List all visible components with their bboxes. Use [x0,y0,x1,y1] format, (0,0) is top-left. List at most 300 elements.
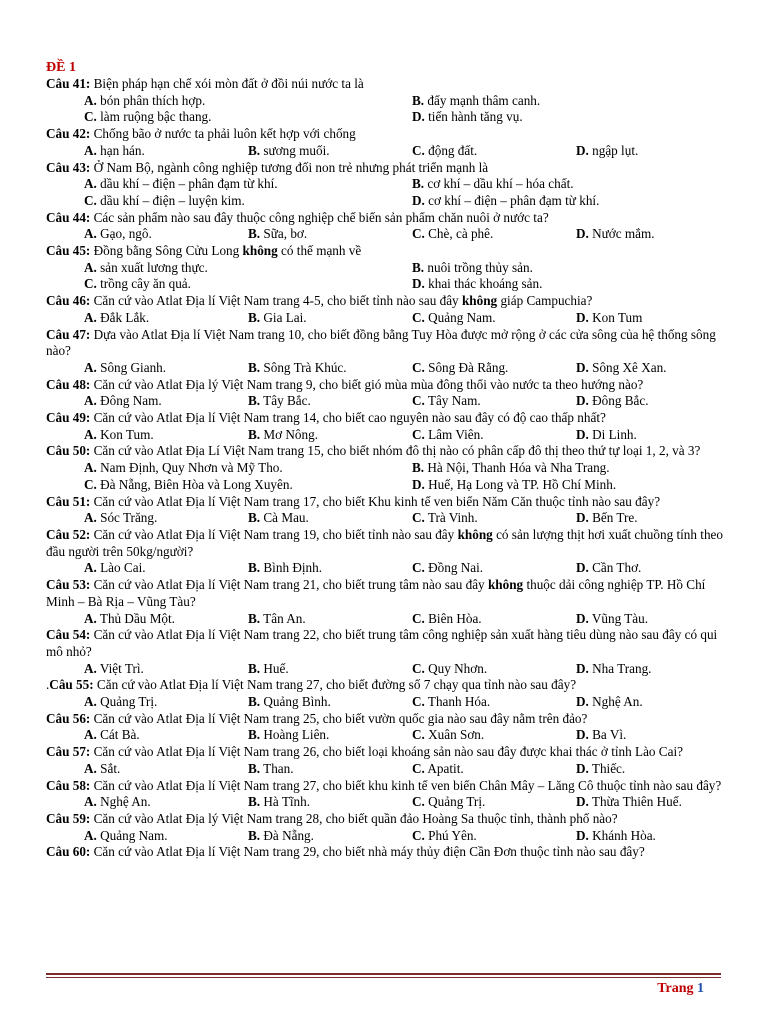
answer-option-a [84,661,248,678]
option-text: Đắk Lắk. [100,309,150,325]
answer-options [46,794,726,811]
option-text: Quảng Bình. [263,694,331,710]
option-letter: A. [84,827,97,843]
option-text: Sông Xê Xan. [592,359,667,375]
option-letter: D. [576,760,589,776]
answer-option-a [84,143,248,160]
answer-option-c [84,109,412,126]
option-text: Nghệ An. [592,694,643,710]
option-letter: B. [248,560,261,576]
question-number: Câu 45: [46,243,91,259]
option-letter: A. [84,359,97,375]
footer-divider-thin [46,977,721,978]
answer-option-d [576,427,716,444]
answer-option-c [412,310,576,327]
option-text: khai thác khoáng sản. [428,276,543,292]
answer-option-d [412,477,742,494]
question-41 [46,76,726,93]
option-letter: D. [412,476,425,492]
option-text: Lào Cai. [100,560,146,576]
option-text: Kon Tum [592,309,643,325]
answer-options [46,611,726,628]
answer-option-d [576,310,716,327]
answer-option-c [412,393,576,410]
answer-option-c [412,427,576,444]
option-text: Thủ Dầu Một. [99,610,175,626]
option-letter: B. [248,393,261,409]
answer-option-a [84,226,248,243]
answer-options [46,761,726,778]
option-letter: B. [248,226,261,242]
option-text: Huế, Hạ Long và TP. Hồ Chí Minh. [428,476,617,492]
answer-option-c [412,360,576,377]
option-letter: C. [412,610,425,626]
question-54 [46,627,726,660]
question-text: Căn cứ vào Atlat Địa lí Việt Nam trang 29, cho biết nhà máy thủy điện Cần Đơn thuộc tỉnh nào sau đây? [93,844,645,860]
answer-option-d [576,560,716,577]
question-emphasis: không [461,293,498,309]
option-letter: D. [576,142,589,158]
option-text: Sóc Trăng. [100,510,158,526]
answer-option-c [412,828,576,845]
question-number: Câu 60: [46,844,91,860]
option-text: Quảng Trị. [100,694,158,710]
option-letter: A. [84,660,97,676]
answer-option-b [248,727,412,744]
option-letter: C. [412,560,425,576]
option-letter: D. [576,393,589,409]
answer-option-b [248,661,412,678]
answer-option-b [248,510,412,527]
answer-option-b [248,310,412,327]
answer-options [46,560,726,577]
option-letter: D. [576,827,589,843]
option-text: Biên Hòa. [428,610,482,626]
answer-options [46,460,726,493]
answer-option-a [84,360,248,377]
option-text: Nước mắm. [592,226,655,242]
option-letter: C. [412,827,425,843]
question-59 [46,811,726,828]
answer-option-b [248,226,412,243]
option-letter: D. [412,276,425,292]
option-letter: A. [84,259,97,275]
footer-divider-thick [46,973,721,975]
option-letter: A. [84,393,97,409]
answer-option-a [84,427,248,444]
option-text: Lâm Viên. [428,426,484,442]
question-emphasis: không [242,243,278,259]
question-text: Căn cứ vào Atlat Địa lí Việt Nam trang 17, cho biết Khu kinh tế ven biển Năm Căn thuộc tỉnh nào sau đây? [93,493,661,509]
question-57 [46,744,726,761]
page-footer [657,981,704,997]
answer-option-c [84,477,412,494]
option-letter: D. [576,560,589,576]
question-text-part: Căn cứ vào Atlat Địa lí Việt Nam trang 4-5, cho biết tỉnh nào sau đây [93,293,462,309]
answer-option-a [84,828,248,845]
option-letter: D. [576,359,589,375]
option-letter: B. [248,510,261,526]
answer-option-d [576,611,716,628]
answer-options [46,694,726,711]
answer-option-c [412,694,576,711]
option-text: Apatit. [427,760,464,776]
option-letter: C. [84,276,97,292]
option-text: Tây Bắc. [263,393,311,409]
question-number: Câu 57: [46,744,91,760]
option-letter: D. [412,109,425,125]
question-text-part: Đồng bằng Sông Cửu Long [93,243,243,259]
question-number: Câu 51: [46,493,91,509]
option-letter: B. [412,460,425,476]
question-number: Câu 43: [46,159,91,175]
option-letter: A. [84,510,97,526]
answer-option-b [412,460,742,477]
answer-option-a [84,393,248,410]
option-text: Nha Trang. [592,660,652,676]
option-letter: A. [84,560,97,576]
answer-option-b [248,828,412,845]
answer-option-b [248,560,412,577]
option-text: Quảng Nam. [100,827,168,843]
option-text: Nam Định, Quy Nhơn và Mỹ Tho. [100,460,283,476]
answer-option-d [576,828,716,845]
footer-label: Trang [657,981,694,996]
question-text-part: giáp Campuchia? [497,293,593,309]
option-text: Khánh Hòa. [592,827,656,843]
option-text: động đất. [428,142,478,158]
question-text: Căn cứ vào Atlat Địa lí Việt Nam trang 26, cho biết loại khoáng sản nào sau đây được khai thác ở tỉnh Lào Cai? [93,744,683,760]
option-text: Việt Trì. [99,660,144,676]
answer-option-a [84,260,412,277]
option-letter: C. [412,359,425,375]
option-letter: D. [412,192,425,208]
answer-option-c [412,794,576,811]
question-50 [46,443,726,460]
option-letter: C. [412,694,425,710]
question-number: Câu 54: [46,627,91,643]
option-text: Tân An. [263,610,306,626]
option-letter: A. [84,92,97,108]
question-text: Căn cứ vào Atlat Địa lí Việt Nam trang 22, cho biết trung tâm công nghiệp sản xuất hàng tiêu dùng nào sau đây có qui mô nhỏ? [46,627,718,659]
option-letter: C. [412,426,425,442]
option-letter: B. [412,259,425,275]
question-text-part: có thế mạnh về [277,243,362,259]
answer-options [46,427,726,444]
option-text: Đồng Nai. [428,560,484,576]
option-text: Ba Vì. [592,727,627,743]
question-text: Căn cứ vào Atlat Địa Lí Việt Nam trang 15, cho biết nhóm đô thị nào có phân cấp đô thị theo thứ tự loại 1, 2, và 3? [93,443,701,459]
answer-option-d [576,661,716,678]
option-text: Tây Nam. [427,393,481,409]
option-letter: B. [248,610,261,626]
answer-option-c [412,226,576,243]
question-52 [46,527,726,560]
option-text: cơ khí – điện – phân đạm từ khí. [428,192,600,208]
question-text-part: thuộc dải công nghiệp TP. Hồ Chí Minh – Bà Rịa – Vũng Tàu? [46,577,706,609]
option-text: đẩy mạnh thâm canh. [427,92,541,108]
option-text: Quảng Nam. [428,309,496,325]
question-45 [46,243,726,260]
answer-option-a [84,694,248,711]
option-letter: C. [84,476,97,492]
option-text: Gia Lai. [263,309,307,325]
option-text: Quảng Trị. [428,794,486,810]
option-letter: B. [248,359,261,375]
answer-option-d [576,727,716,744]
option-text: Cần Thơ. [592,560,642,576]
option-text: Đông Bắc. [592,393,649,409]
answer-options [46,727,726,744]
option-letter: B. [248,760,261,776]
option-text: Sông Gianh. [100,359,167,375]
answer-option-a [84,310,248,327]
option-letter: D. [576,309,589,325]
answer-option-a [84,611,248,628]
option-text: Hà Nội, Thanh Hóa và Nha Trang. [427,460,610,476]
answer-option-d [576,226,716,243]
question-number: Câu 55: [49,677,94,693]
option-letter: B. [248,142,261,158]
option-letter: A. [84,760,97,776]
option-letter: A. [84,794,97,810]
option-letter: D. [576,660,589,676]
answer-option-b [248,393,412,410]
answer-option-a [84,460,412,477]
option-text: Di Linh. [592,426,637,442]
option-letter: C. [412,794,425,810]
question-42 [46,126,726,143]
answer-option-a [84,727,248,744]
option-letter: A. [84,694,97,710]
question-58 [46,778,726,795]
answer-option-d [576,393,716,410]
question-number: Câu 50: [46,443,91,459]
question-60 [46,844,726,861]
option-letter: A. [84,142,97,158]
option-letter: B. [248,426,261,442]
answer-option-b [248,143,412,160]
option-text: Cát Bà. [100,727,140,743]
option-text: Cà Mau. [263,510,309,526]
question-list [46,76,726,861]
answer-option-d [412,193,742,210]
question-text: Căn cứ vào Atlat Địa lí Việt Nam trang 14, cho biết cao nguyên nào sau đây có độ cao thấp nhất? [93,410,606,426]
answer-option-c [412,143,576,160]
option-text: Sữa, bơ. [263,226,308,242]
answer-option-c [412,761,576,778]
option-text: Hoàng Liên. [263,727,330,743]
answer-option-b [248,427,412,444]
question-53 [46,577,726,610]
exam-title: ĐỀ 1 [46,60,76,75]
answer-option-c [412,510,576,527]
answer-option-a [84,761,248,778]
option-text: nuôi trồng thủy sản. [427,259,533,275]
option-letter: A. [84,610,97,626]
question-44 [46,210,726,227]
question-text-part: Căn cứ vào Atlat Địa lí Việt Nam trang 19, cho biết tỉnh nào sau đây [93,526,458,542]
question-text: Căn cứ vào Atlat Địa lí Việt Nam trang 27, cho biết đường số 7 chạy qua tỉnh nào sau đây? [96,677,577,693]
option-letter: C. [84,109,97,125]
question-number: Câu 49: [46,410,91,426]
option-letter: A. [84,176,97,192]
option-text: Than. [263,760,294,776]
question-51 [46,494,726,511]
answer-option-c [412,560,576,577]
option-letter: B. [248,694,261,710]
answer-option-b [412,93,742,110]
answer-option-b [248,761,412,778]
question-text: Căn cứ vào Atlat Địa lý Việt Nam trang 9, cho biết gió mùa mùa đông thổi vào nước ta theo hướng nào? [93,376,644,392]
answer-option-b [248,611,412,628]
option-text: Sông Trà Khúc. [263,359,347,375]
question-number: Câu 48: [46,376,91,392]
question-number: Câu 47: [46,326,91,342]
option-text: Chè, cà phê. [428,226,494,242]
option-text: Phú Yên. [428,827,477,843]
answer-options [46,393,726,410]
question-number: Câu 44: [46,209,91,225]
option-letter: B. [248,727,261,743]
answer-option-c [412,611,576,628]
option-text: Trà Vinh. [427,510,478,526]
option-text: Đông Nam. [100,393,162,409]
option-text: Xuân Sơn. [428,727,485,743]
answer-option-d [576,360,716,377]
option-text: cơ khí – dầu khí – hóa chất. [427,176,574,192]
answer-option-b [248,794,412,811]
answer-option-a [84,93,412,110]
answer-option-b [412,260,742,277]
option-letter: C. [412,309,425,325]
option-letter: B. [248,794,261,810]
question-text: Biện pháp hạn chế xói mòn đất ở đồi núi nước ta là [93,76,364,91]
answer-options [46,143,726,160]
answer-option-a [84,510,248,527]
option-letter: C. [412,727,425,743]
answer-option-a [84,794,248,811]
option-letter: C. [412,393,425,409]
option-text: Thiếc. [591,760,626,776]
question-number: Câu 59: [46,810,91,826]
option-text: sương muối. [263,142,330,158]
question-text: Căn cứ vào Atlat Địa lý Việt Nam trang 28, cho biết quần đảo Hoàng Sa thuộc tỉnh, thành phố nào? [93,810,618,826]
question-text: Căn cứ vào Atlat Địa lí Việt Nam trang 27, cho biết khu kinh tế ven biển Chân Mây – Lăng Cô thuộc tỉnh nào sau đây? [93,777,722,793]
answer-option-d [412,109,742,126]
option-text: Bình Định. [263,560,323,576]
question-number: Câu 58: [46,777,91,793]
question-48 [46,377,726,394]
option-text: Đà Nẵng. [263,827,314,843]
question-emphasis: không [487,577,524,593]
answer-option-c [84,193,412,210]
exam-sheet [46,59,726,861]
answer-option-a [84,560,248,577]
answer-options [46,510,726,527]
option-letter: B. [248,827,261,843]
option-letter: C. [84,192,97,208]
answer-option-b [248,360,412,377]
question-emphasis: không [457,526,493,542]
question-text: Các sản phẩm nào sau đây thuộc công nghiệp chế biến sản phẩm chăn nuôi ở nước ta? [93,209,549,225]
option-text: dầu khí – điện – phân đạm từ khí. [100,176,278,192]
answer-options [46,360,726,377]
question-text-part: Căn cứ vào Atlat Địa lí Việt Nam trang 21, cho biết trung tâm nào sau đây [93,577,488,593]
question-text: Chống bão ở nước ta phải luôn kết hợp với chống [93,126,356,142]
option-letter: A. [84,309,97,325]
answer-option-d [576,143,716,160]
option-letter: A. [84,226,97,242]
option-letter: D. [576,794,589,810]
answer-option-d [576,694,716,711]
option-letter: C. [412,142,425,158]
question-56 [46,711,726,728]
answer-option-b [248,694,412,711]
question-lead-mark: . [46,677,50,693]
answer-options [46,226,726,243]
question-text: Căn cứ vào Atlat Địa lí Việt Nam trang 25, cho biết vườn quốc gia nào sau đây nằm trên đảo? [93,710,588,726]
option-letter: B. [412,176,425,192]
option-letter: B. [248,309,261,325]
answer-options [46,828,726,845]
option-text: Vũng Tàu. [591,610,649,626]
option-text: Nghệ An. [100,794,151,810]
question-text-part: có sản lượng thịt hơi xuất chuồng tính theo đầu người trên 50kg/người? [46,526,723,559]
answer-option-d [412,276,742,293]
question-number: Câu 46: [46,293,91,309]
question-number: Câu 56: [46,710,91,726]
option-letter: D. [576,226,589,242]
question-55 [46,677,726,694]
answer-option-c [412,661,576,678]
option-text: Sắt. [100,760,121,776]
option-letter: C. [412,660,425,676]
question-number: Câu 52: [46,526,91,542]
option-text: Thừa Thiên Huế. [591,794,682,810]
option-text: sản xuất lương thực. [100,259,208,275]
option-letter: B. [248,660,261,676]
answer-options [46,661,726,678]
question-49 [46,410,726,427]
option-text: Sông Đà Rằng. [428,359,509,375]
answer-option-c [412,727,576,744]
option-text: trồng cây ăn quả. [100,276,191,292]
option-text: làm ruộng bậc thang. [100,109,212,125]
question-number: Câu 53: [46,577,91,593]
answer-options [46,310,726,327]
option-letter: D. [576,426,589,442]
question-47 [46,327,726,360]
option-letter: A. [84,727,97,743]
option-text: ngập lụt. [592,142,639,158]
option-letter: A. [84,426,97,442]
question-text: Ở Nam Bộ, ngành công nghiệp tương đối non trẻ nhưng phát triển mạnh là [93,159,489,175]
question-46 [46,293,726,310]
answer-option-a [84,176,412,193]
question-43 [46,160,726,177]
answer-options [46,260,726,293]
option-text: Kon Tum. [100,426,154,442]
option-text: Bến Tre. [592,510,638,526]
option-text: bón phân thích hợp. [100,92,206,108]
option-letter: D. [576,610,589,626]
option-text: Quy Nhơn. [428,660,488,676]
option-letter: D. [576,694,589,710]
option-text: Huế. [263,660,289,676]
option-letter: C. [412,760,425,776]
option-text: Thanh Hóa. [427,694,491,710]
